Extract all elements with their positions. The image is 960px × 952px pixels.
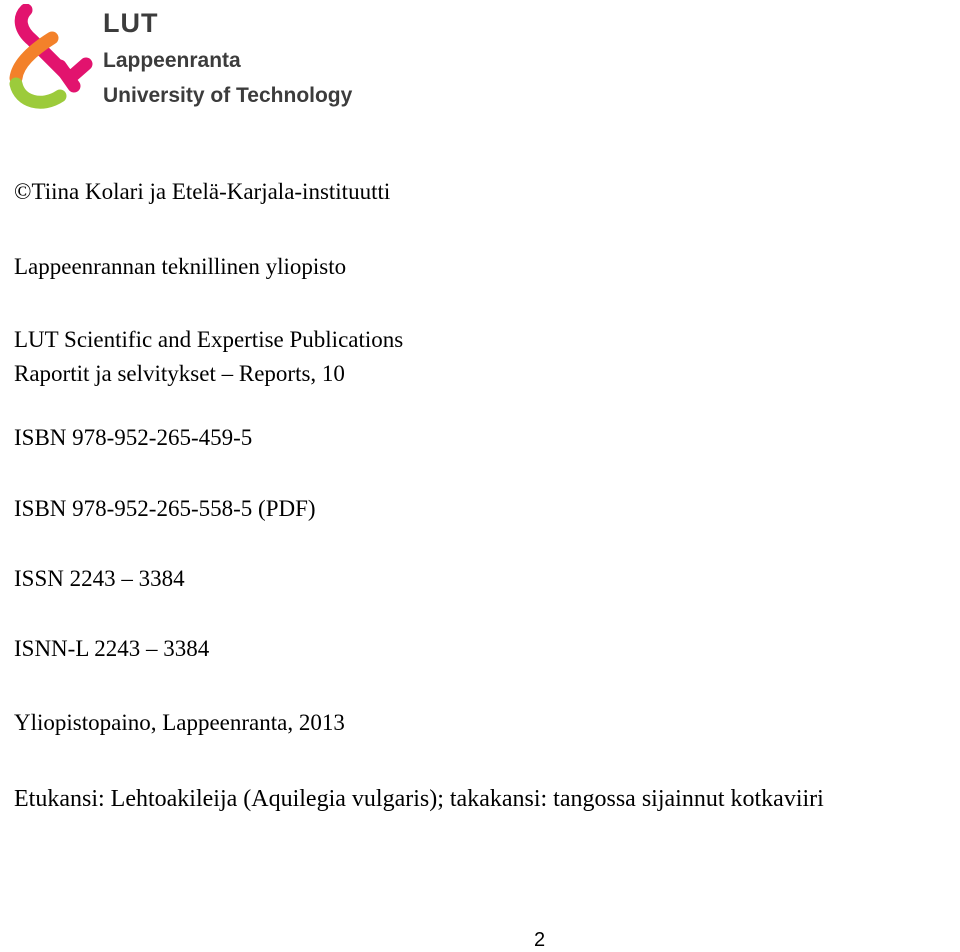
issn-l: ISNN-L 2243 – 3384 [14, 636, 210, 661]
copyright-line [14, 178, 390, 206]
copyright-holder: Tiina Kolari ja Etelä-Karjala-instituutti [31, 179, 391, 204]
logo-university: University of Technology [103, 84, 353, 107]
logo-city: Lappeenranta [103, 49, 241, 72]
logo-abbreviation: LUT [103, 8, 159, 38]
lut-logo [8, 4, 368, 114]
publisher: Lappeenrannan teknillinen yliopisto [14, 254, 347, 279]
cover-caption: Etukansi: Lehtoakileija (Aquilegia vulgaris); takakansi: tangossa sijainnut kotkaviiri [14, 786, 824, 812]
series-name: LUT Scientific and Expertise Publications [14, 327, 404, 352]
isbn-print: ISBN 978-952-265-459-5 [14, 425, 253, 450]
isbn-pdf: ISBN 978-952-265-558-5 (PDF) [14, 496, 316, 521]
issn: ISSN 2243 – 3384 [14, 566, 185, 591]
lut-ampersand-logo-icon [8, 4, 100, 112]
series-subseries: Raportit ja selvitykset – Reports, 10 [14, 361, 345, 386]
page-number: 2 [534, 929, 546, 951]
copyright-symbol: © [14, 179, 32, 204]
printer-info: Yliopistopaino, Lappeenranta, 2013 [14, 710, 345, 735]
